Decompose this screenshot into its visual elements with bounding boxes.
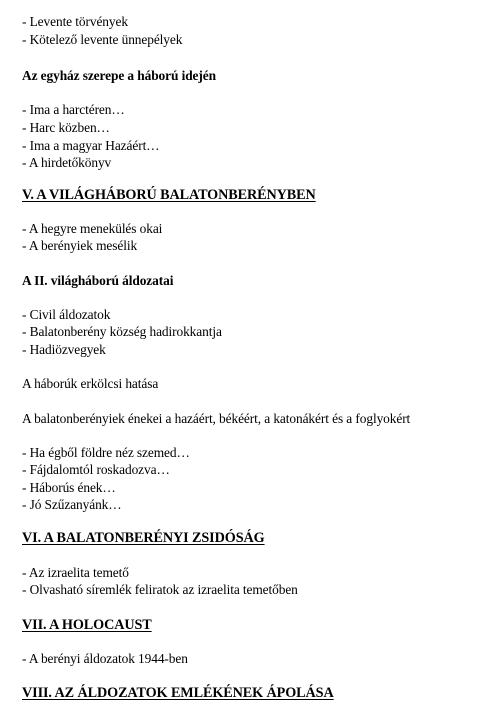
list-item: - Harc közben… bbox=[22, 120, 110, 135]
list-item: - Kötelező levente ünnepélyek bbox=[22, 32, 183, 47]
list-item: - Olvasható síremlék feliratok az izraelita temetőben bbox=[22, 582, 298, 597]
section-title: A háborúk erkölcsi hatása bbox=[22, 376, 159, 391]
section-subheading: Az egyház szerepe a háború idején bbox=[22, 68, 216, 83]
section-title: A balatonberényiek énekei a hazáért, békéért, a katonákért és a foglyokért bbox=[22, 411, 411, 426]
list-item: - Levente törvények bbox=[22, 14, 128, 29]
list-item: - A berényi áldozatok 1944-ben bbox=[22, 651, 188, 666]
chapter-heading: VIII. AZ ÁLDOZATOK EMLÉKÉNEK ÁPOLÁSA bbox=[22, 685, 334, 701]
list-item: - Ima a magyar Hazáért… bbox=[22, 138, 160, 153]
list-item: - Jó Szűzanyánk… bbox=[22, 497, 122, 512]
list-item: - Balatonberény község hadirokkantja bbox=[22, 324, 222, 339]
section-subheading: A II. világháború áldozatai bbox=[22, 273, 174, 288]
list-item: - Ha égből földre néz szemed… bbox=[22, 445, 190, 460]
list-item: - A hirdetőkönyv bbox=[22, 155, 112, 170]
list-item: - Fájdalomtól roskadozva… bbox=[22, 462, 170, 477]
list-item: - Háborús ének… bbox=[22, 480, 116, 495]
list-item: - Hadiözvegyek bbox=[22, 342, 106, 357]
chapter-heading: VI. A BALATONBERÉNYI ZSIDÓSÁG bbox=[22, 530, 265, 546]
list-item: - A hegyre menekülés okai bbox=[22, 221, 163, 236]
list-item: - Ima a harctéren… bbox=[22, 102, 125, 117]
list-item: - A berényiek mesélik bbox=[22, 238, 138, 253]
list-item: - Civil áldozatok bbox=[22, 307, 111, 322]
chapter-heading: V. A VILÁGHÁBORÚ BALATONBERÉNYBEN bbox=[22, 187, 316, 203]
chapter-heading: VII. A HOLOCAUST bbox=[22, 617, 152, 633]
list-item: - Az izraelita temető bbox=[22, 565, 129, 580]
